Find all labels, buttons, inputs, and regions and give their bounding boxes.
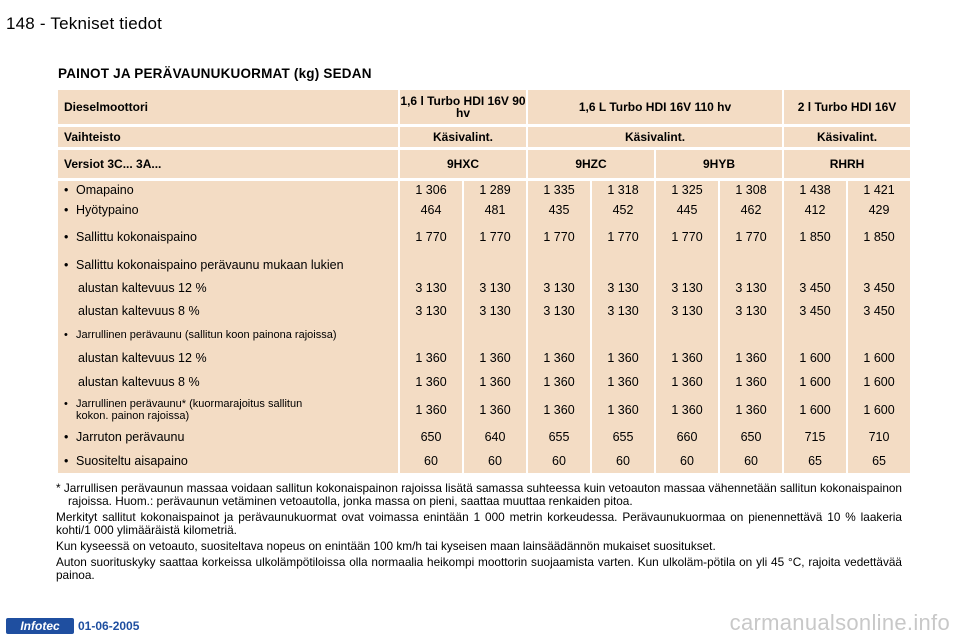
row-label-text: Sallittu kokonaispaino perävaunu mukaan lukien [76, 258, 344, 272]
table-cell [720, 323, 782, 347]
row-label-line: Jarrullinen perävaunu* (kuormarajoitus sallitun [76, 398, 303, 410]
gearbox-row [58, 127, 910, 147]
table-cell: 60 [464, 449, 526, 473]
table-cell: 1 308 [720, 181, 782, 199]
engine-2: 1,6 L Turbo HDI 16V 110 hv [528, 90, 782, 124]
table-row [58, 347, 910, 369]
table-cell: 3 450 [848, 277, 910, 299]
table-cell: 1 360 [656, 369, 718, 395]
table-cell: 3 450 [784, 299, 846, 323]
table-cell: 1 289 [464, 181, 526, 199]
table-cell: 1 600 [848, 395, 910, 425]
table-cell [400, 253, 462, 277]
row-label [58, 277, 398, 299]
table-cell: 1 600 [784, 369, 846, 395]
table-cell: 1 360 [464, 369, 526, 395]
row-label [58, 395, 398, 425]
table-cell: 1 335 [528, 181, 590, 199]
table-cell: 1 600 [784, 395, 846, 425]
row-label-text: Suositeltu aisapaino [76, 454, 188, 468]
table-cell [848, 323, 910, 347]
bullet-icon: • [64, 398, 68, 410]
page-number: 148 [6, 14, 35, 33]
table-cell [464, 253, 526, 277]
bullet-icon: • [64, 183, 69, 197]
table-cell: 429 [848, 199, 910, 221]
row-label-text: alustan kaltevuus 12 % [78, 281, 207, 295]
row-label [58, 181, 398, 199]
table-cell: 435 [528, 199, 590, 221]
table-cell: 1 360 [720, 347, 782, 369]
table-cell: 1 360 [528, 347, 590, 369]
table-cell: 60 [656, 449, 718, 473]
table-cell: 65 [784, 449, 846, 473]
table-cell: 1 770 [528, 221, 590, 253]
table-cell: 1 360 [400, 369, 462, 395]
engine-label: Dieselmoottori [58, 90, 398, 124]
table-cell: 3 130 [592, 299, 654, 323]
table-cell: 1 770 [400, 221, 462, 253]
table-cell: 445 [656, 199, 718, 221]
table-cell: 3 130 [528, 277, 590, 299]
table-row [58, 299, 910, 323]
bullet-icon: • [64, 454, 69, 468]
engine-1: 1,6 l Turbo HDI 16V 90 hv [400, 90, 526, 124]
table-cell [784, 323, 846, 347]
table-cell: 655 [528, 425, 590, 449]
table-row [58, 253, 910, 277]
engine-3: 2 l Turbo HDI 16V [784, 90, 910, 124]
engine-row [58, 90, 910, 124]
table-cell: 660 [656, 425, 718, 449]
version-3: 9HYB [656, 150, 782, 178]
table-cell: 1 360 [720, 395, 782, 425]
gearbox-2: Käsivalint. [528, 127, 782, 147]
bullet-icon: • [64, 430, 69, 444]
table-cell: 1 360 [400, 347, 462, 369]
table-cell: 3 130 [400, 277, 462, 299]
note-speed: Kun kyseessä on vetoauto, suositeltava nopeus on enintään 100 km/h tai kyseisen maan lainsäädännön mukaiset suositukset. [56, 539, 716, 553]
table-cell [656, 323, 718, 347]
table-cell: 1 850 [848, 221, 910, 253]
table-cell: 60 [592, 449, 654, 473]
row-label [58, 253, 398, 277]
row-label [58, 199, 398, 221]
table-cell: 1 306 [400, 181, 462, 199]
table-cell: 1 770 [720, 221, 782, 253]
table-cell: 3 130 [720, 277, 782, 299]
table-cell: 1 360 [656, 347, 718, 369]
header-separator: - [39, 14, 46, 33]
table-cell: 481 [464, 199, 526, 221]
table-cell [592, 253, 654, 277]
table-row [58, 221, 910, 253]
table-cell: 650 [400, 425, 462, 449]
table-cell: 1 600 [848, 369, 910, 395]
versions-row [58, 150, 910, 178]
table-cell: 3 130 [400, 299, 462, 323]
infotec-logo: Infotec [6, 618, 74, 634]
row-label-line: kokon. painon rajoissa) [76, 410, 190, 422]
table-cell: 452 [592, 199, 654, 221]
versions-label: Versiot 3C... 3A... [58, 150, 398, 178]
bullet-icon: • [64, 258, 69, 272]
table-cell: 1 850 [784, 221, 846, 253]
table-cell: 715 [784, 425, 846, 449]
table-cell: 3 130 [656, 299, 718, 323]
table-cell [656, 253, 718, 277]
table-row [58, 323, 910, 347]
note-temperature: Auton suorituskyky saattaa korkeissa ulkolämpötiloissa olla normaalia heikompi moottorin suojaamista varten. Kun ulkoläm-pötila on yli 45 °C, rajoita vedettävää painoa. [56, 555, 902, 582]
table-cell: 655 [592, 425, 654, 449]
row-label-text: alustan kaltevuus 8 % [78, 304, 200, 318]
row-label-text: Jarrullinen perävaunu (sallitun koon painona rajoissa) [76, 329, 337, 341]
row-label-text: Omapaino [76, 183, 134, 197]
table-cell [848, 253, 910, 277]
notes [56, 482, 902, 585]
row-label-text: alustan kaltevuus 8 % [78, 375, 200, 389]
table-cell: 462 [720, 199, 782, 221]
table-cell: 1 770 [592, 221, 654, 253]
table-cell: 1 770 [656, 221, 718, 253]
table-cell: 1 600 [848, 347, 910, 369]
table-cell: 1 360 [528, 369, 590, 395]
footer-date: 01-06-2005 [78, 619, 140, 633]
table-cell: 1 360 [464, 347, 526, 369]
bullet-icon: • [64, 329, 68, 341]
table-row [58, 449, 910, 473]
table-cell: 1 360 [464, 395, 526, 425]
row-label [58, 449, 398, 473]
table-cell: 65 [848, 449, 910, 473]
table-cell: 1 318 [592, 181, 654, 199]
table-cell: 3 130 [592, 277, 654, 299]
table-row [58, 181, 910, 199]
row-label [58, 299, 398, 323]
bullet-icon: • [64, 230, 69, 244]
version-4: RHRH [784, 150, 910, 178]
table-cell: 60 [720, 449, 782, 473]
table-cell: 1 325 [656, 181, 718, 199]
table-cell: 1 360 [592, 369, 654, 395]
gearbox-1: Käsivalint. [400, 127, 526, 147]
row-label [58, 347, 398, 369]
row-label [58, 425, 398, 449]
table-cell: 1 360 [592, 395, 654, 425]
table-cell [784, 253, 846, 277]
table-cell: 1 421 [848, 181, 910, 199]
bullet-icon: • [64, 203, 69, 217]
table-row [58, 369, 910, 395]
footnote: * Jarrullisen perävaunun massaa voidaan sallitun kokonaispainon rajoissa lisätä samassa suhteessa kuin vetoauton massaa vähennetään sallitun kokonaispainon rajoissa. Huom.: perävaunun vetäminen vetoautolla, jonka massa on pieni, saattaa muuttaa renkaiden pitoa. [56, 481, 902, 508]
table-cell: 1 600 [784, 347, 846, 369]
table-cell: 1 438 [784, 181, 846, 199]
watermark: carmanualsonline.info [729, 610, 950, 635]
table-cell: 650 [720, 425, 782, 449]
weights-table [56, 90, 912, 473]
table-cell: 710 [848, 425, 910, 449]
section-title: PAINOT JA PERÄVAUNUKUORMAT (kg) SEDAN [58, 66, 372, 81]
row-label-text: Hyötypaino [76, 203, 139, 217]
table-cell [720, 253, 782, 277]
table-cell: 640 [464, 425, 526, 449]
table-cell: 3 130 [656, 277, 718, 299]
table-cell [464, 323, 526, 347]
table-row [58, 425, 910, 449]
table-cell: 60 [400, 449, 462, 473]
table-cell: 3 130 [720, 299, 782, 323]
table-cell: 464 [400, 199, 462, 221]
table-cell: 3 450 [784, 277, 846, 299]
table-cell: 1 360 [400, 395, 462, 425]
table-cell [592, 323, 654, 347]
table-cell: 1 360 [720, 369, 782, 395]
table-cell [528, 323, 590, 347]
version-1: 9HXC [400, 150, 526, 178]
table-cell: 1 360 [656, 395, 718, 425]
version-2: 9HZC [528, 150, 654, 178]
table-cell: 3 130 [464, 277, 526, 299]
page-header [6, 14, 162, 34]
gearbox-label: Vaihteisto [58, 127, 398, 147]
row-label-text: alustan kaltevuus 12 % [78, 351, 207, 365]
table-cell [400, 323, 462, 347]
table-cell: 1 360 [528, 395, 590, 425]
row-label [58, 221, 398, 253]
row-label-text: Jarruton perävaunu [76, 430, 185, 444]
page-title: Tekniset tiedot [50, 14, 163, 33]
row-label [58, 323, 398, 347]
table-row [58, 199, 910, 221]
table-cell: 1 360 [592, 347, 654, 369]
table-cell: 1 770 [464, 221, 526, 253]
table-cell: 60 [528, 449, 590, 473]
gearbox-3: Käsivalint. [784, 127, 910, 147]
table-row [58, 277, 910, 299]
table-row [58, 395, 910, 425]
table-cell: 3 450 [848, 299, 910, 323]
row-label-text: Sallittu kokonaispaino [76, 230, 197, 244]
table-cell: 412 [784, 199, 846, 221]
table-cell: 3 130 [528, 299, 590, 323]
row-label [58, 369, 398, 395]
note-altitude: Merkityt sallitut kokonaispainot ja perävaunukuormat ovat voimassa enintään 1 000 metrin korkeudessa. Perävaunukuormaa on pienennettävä 10 % laakeria kohti/1 000 ylimääräistä kilometriä. [56, 510, 902, 537]
table-cell: 3 130 [464, 299, 526, 323]
table-cell [528, 253, 590, 277]
